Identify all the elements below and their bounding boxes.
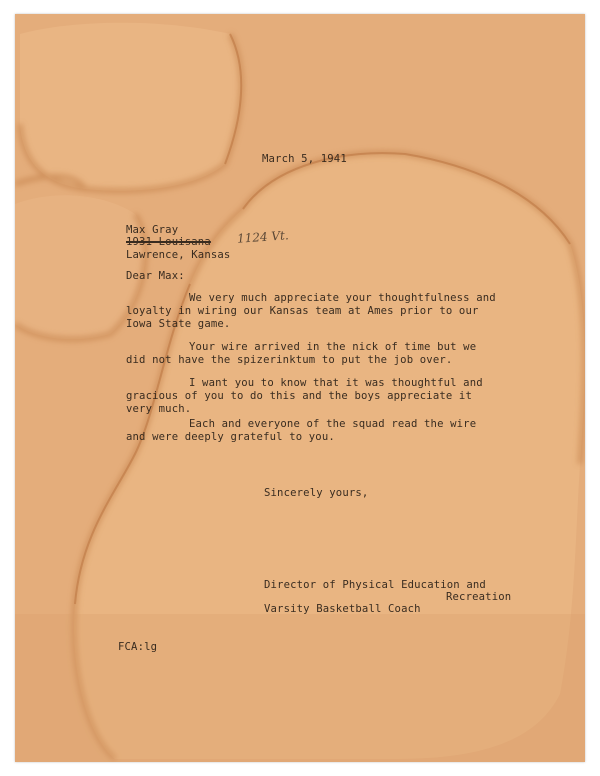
paragraph-3-line-3: very much. — [126, 403, 192, 415]
paragraph-1-line-3: Iowa State game. — [126, 318, 231, 330]
signature-title-line-1: Director of Physical Education and — [264, 579, 486, 591]
paragraph-3-line-2: gracious of you to do this and the boys appreciate it — [126, 390, 472, 402]
signature-title-line-3: Varsity Basketball Coach — [264, 603, 421, 615]
letter-page — [15, 14, 585, 762]
paragraph-1-line-2: loyalty in wiring our Kansas team at Ames prior to our — [126, 305, 479, 317]
paragraph-3-line-1: I want you to know that it was thoughtful and — [189, 377, 483, 389]
salutation: Dear Max: — [126, 270, 185, 282]
recipient-old-address: 1931 Louisana — [126, 236, 211, 248]
paragraph-1-line-1: We very much appreciate your thoughtfulness and — [189, 292, 496, 304]
letter-date: March 5, 1941 — [262, 153, 347, 165]
signature-title-line-2: Recreation — [446, 591, 512, 603]
paragraph-2-line-1: Your wire arrived in the nick of time but we — [189, 341, 477, 353]
paragraph-4-line-1: Each and everyone of the squad read the wire — [189, 418, 477, 430]
paragraph-4-line-2: and were deeply grateful to you. — [126, 431, 335, 443]
reference-initials: FCA:lg — [118, 641, 158, 653]
recipient-handwritten-address: 1124 Vt. — [236, 228, 290, 246]
recipient-name: Max Gray — [126, 224, 179, 236]
recipient-city: Lawrence, Kansas — [126, 249, 231, 261]
closing: Sincerely yours, — [264, 487, 369, 499]
paragraph-2-line-2: did not have the spizerinktum to put the job over. — [126, 354, 453, 366]
